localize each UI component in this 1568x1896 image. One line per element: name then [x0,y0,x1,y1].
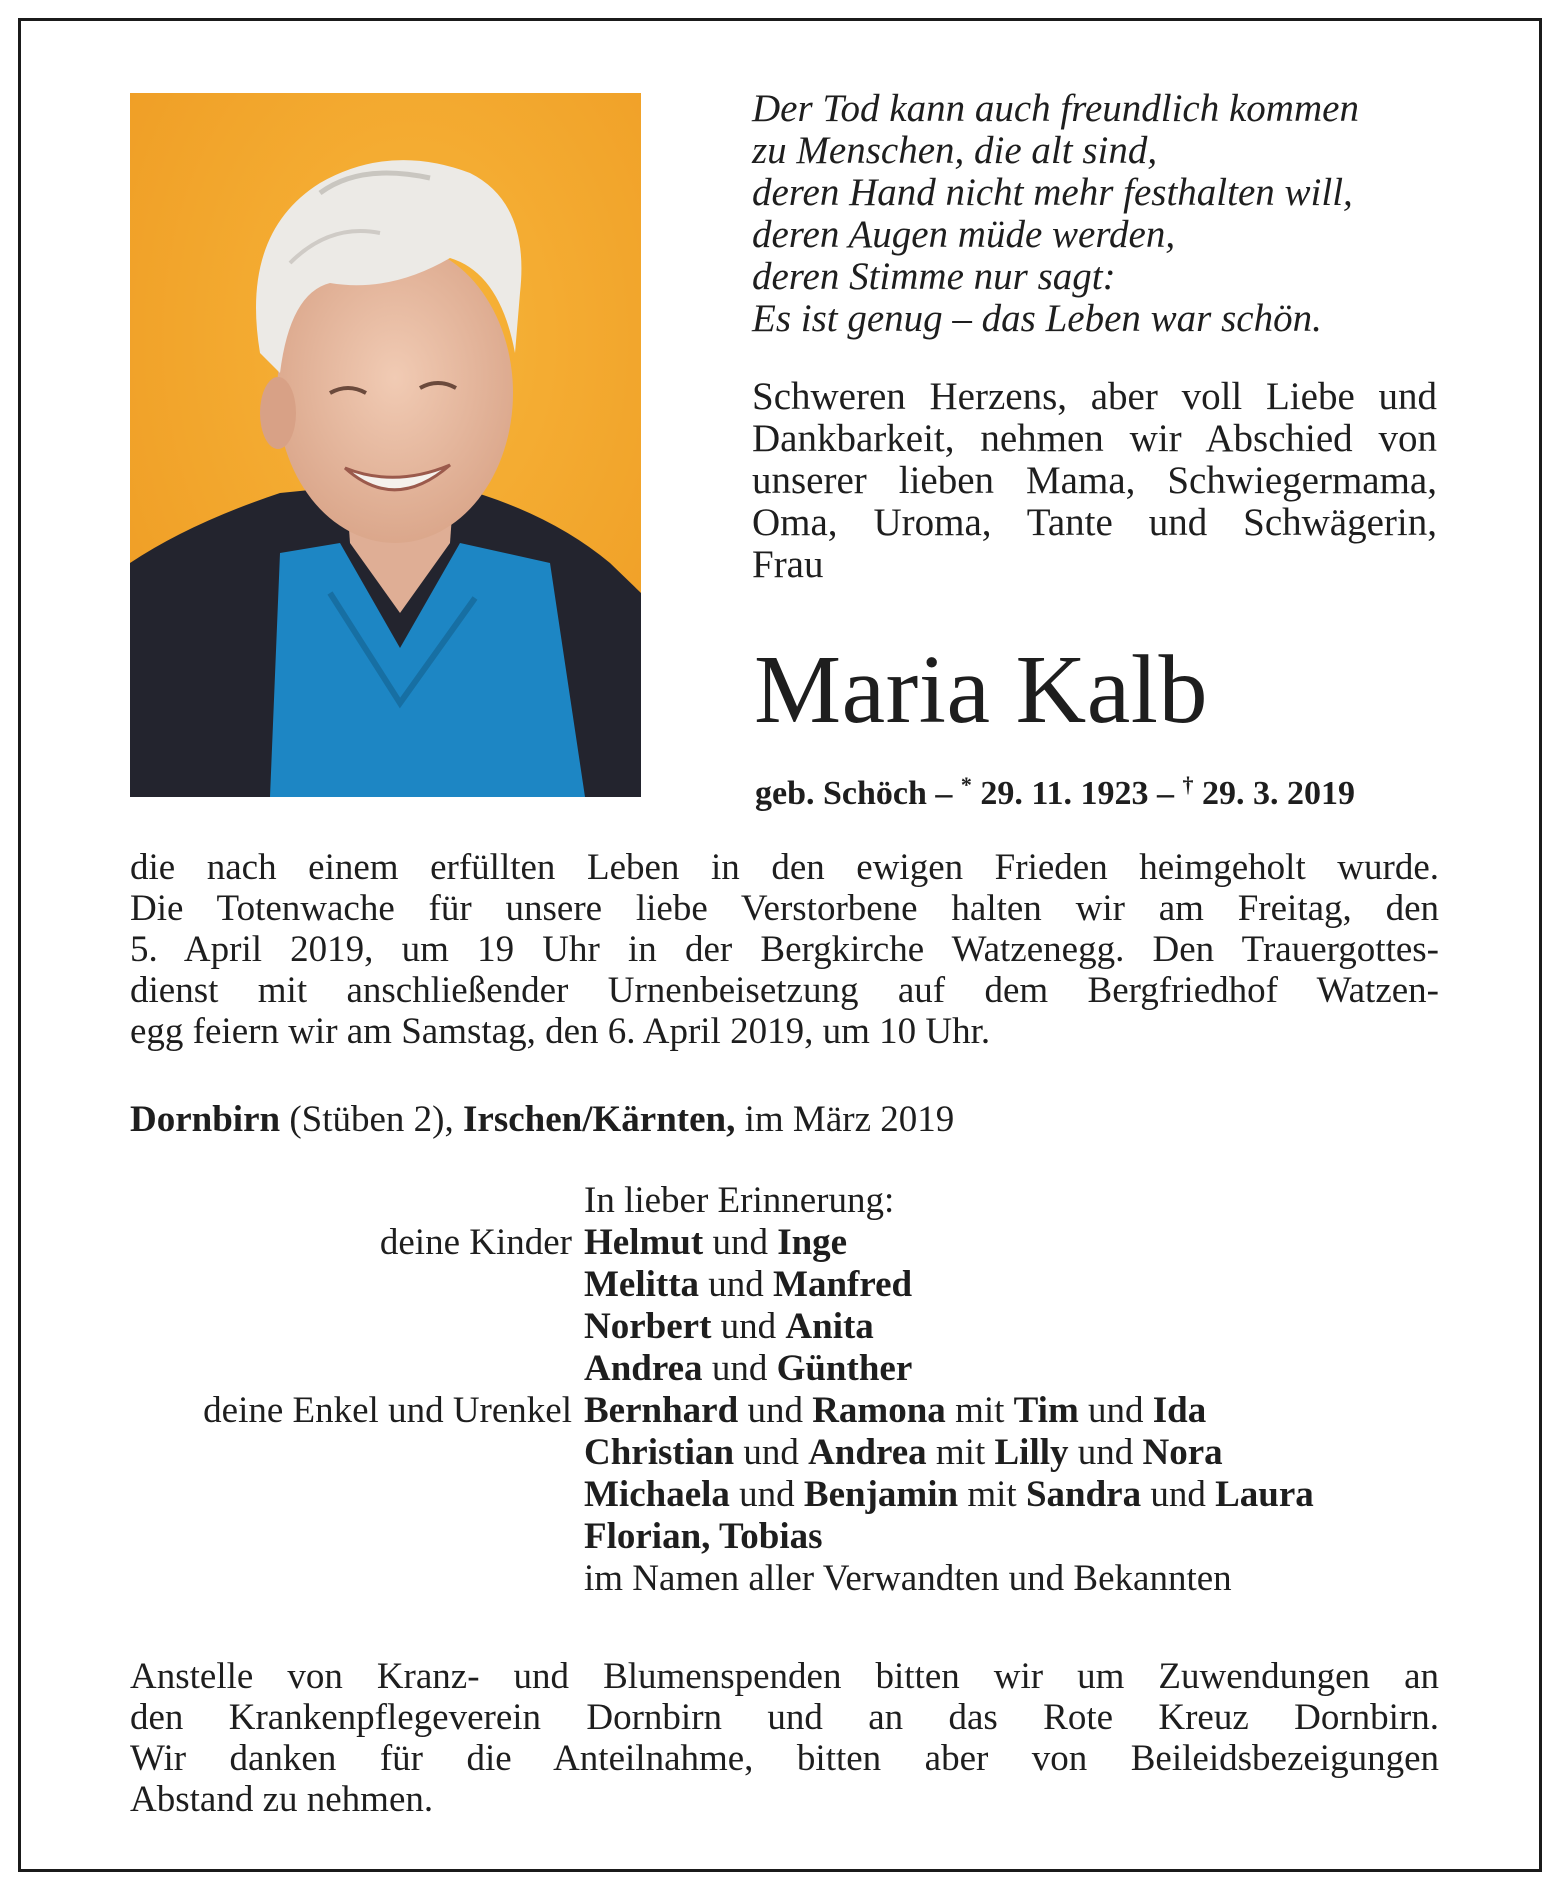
mourner-name: Florian [584,1516,702,1557]
deceased-name: Maria Kalb [754,636,1208,744]
mourner-name: Tobias [719,1516,823,1557]
death-symbol: † [1182,772,1194,797]
poem-line: Es ist genug – das Leben war schön. [752,297,1322,340]
funeral-info-line: dienst mit anschließender Urnenbeisetzung auf dem Bergfriedhof Watzen- [130,970,1439,1011]
portrait-image [130,93,641,797]
mourner-name: Lilly [994,1432,1069,1473]
connector-und: und [1078,1390,1153,1431]
mourner-name: Bernhard [584,1390,739,1431]
mourner-row [0,1390,1568,1432]
mourner-name: Benjamin [803,1474,959,1515]
mourner-name: Andrea [584,1348,703,1389]
place-month: im März 2019 [735,1099,955,1140]
poem-line: zu Menschen, die alt sind, [752,129,1158,172]
mourners-list [0,1180,1568,1600]
mourner-name: Helmut [584,1222,704,1263]
mourner-row [0,1516,1568,1558]
connector-comma: , [701,1516,720,1557]
mourners-heading-row [0,1180,1568,1222]
mourner-row [0,1306,1568,1348]
mourner-name: Andrea [808,1432,927,1473]
connector-und: und [1141,1474,1216,1515]
closing-line: Anstelle von Kranz- und Blumenspenden bitten wir um Zuwendungen an [130,1656,1439,1697]
connector-und: und [734,1432,809,1473]
closing-note [130,1656,1439,1820]
birth-death-dates [755,765,1355,814]
intro-line: unserer lieben Mama, Schwiegermama, [752,459,1437,502]
mourner-row [0,1558,1568,1600]
mourner-row [0,1474,1568,1516]
mourner-row [0,1348,1568,1390]
connector-und: und [703,1222,778,1263]
birth-symbol: * [960,772,972,797]
connector-und: und [738,1390,813,1431]
mourner-name: Sandra [1025,1474,1142,1515]
connector-und: und [729,1474,804,1515]
funeral-info-line: die nach einem erfüllten Leben in den ewigen Frieden heimgeholt wurde. [130,847,1439,888]
poem-line: deren Stimme nur sagt: [752,255,1116,298]
birth-date: 29. 11. 1923 – [971,775,1183,812]
connector-und: und [711,1306,786,1347]
mourner-row [0,1432,1568,1474]
place-date [130,1099,954,1141]
mourner-name: Manfred [773,1264,913,1305]
mourners-heading: In lieber Erinnerung: [584,1180,895,1221]
poem [752,88,1452,340]
funeral-info-line: 5. April 2019, um 19 Uhr in der Bergkirche Watzenegg. Den Trauergottes- [130,929,1439,970]
connector-und: und [699,1264,774,1305]
mourners-footer: im Namen aller Verwandten und Bekannten [584,1558,1232,1599]
intro-line: Dankbarkeit, nehmen wir Abschied von [752,417,1437,460]
poem-line: Der Tod kann auch freundlich kommen [752,87,1359,130]
mourner-name: Anita [785,1306,874,1347]
mourner-row [0,1222,1568,1264]
mourner-name: Norbert [584,1306,712,1347]
intro-text [752,376,1437,586]
connector-und: und [1068,1432,1143,1473]
poem-line: deren Hand nicht mehr festhalten will, [752,171,1353,214]
portrait-photo [130,93,641,797]
mourner-name: Ida [1152,1390,1207,1431]
mourner-row [0,1264,1568,1306]
funeral-info-line: egg feiern wir am Samstag, den 6. April 2019, um 10 Uhr. [130,1011,991,1052]
place-city2: Irschen/Kärnten, [463,1099,736,1140]
connector-und: und [702,1348,777,1389]
mourner-name: Michaela [584,1474,730,1515]
mourner-name: Inge [777,1222,848,1263]
connector-mit: mit [945,1390,1014,1431]
poem-line: deren Augen müde werden, [752,213,1176,256]
closing-line: Wir danken für die Anteilnahme, bitten aber von Beileidsbezeigungen [130,1738,1439,1779]
mourner-name: Tim [1013,1390,1079,1431]
closing-line: den Krankenpflegeverein Dornbirn und an das Rote Kreuz Dornbirn. [130,1697,1439,1738]
funeral-info [130,847,1439,1052]
mourner-name: Laura [1215,1474,1314,1515]
mourner-name: Günther [776,1348,913,1389]
funeral-info-line: Die Totenwache für unsere liebe Verstorbene halten wir am Freitag, den [130,888,1439,929]
born-name: geb. Schöch – [755,775,961,812]
mourner-name: Ramona [812,1390,946,1431]
kids-label: deine Kinder [379,1222,572,1263]
intro-line: Schweren Herzens, aber voll Liebe und [752,375,1437,418]
closing-line: Abstand zu nehmen. [130,1779,434,1820]
mourner-name: Christian [584,1432,735,1473]
place-address: (Stüben 2), [280,1099,464,1140]
connector-mit: mit [958,1474,1026,1515]
mourner-name: Nora [1142,1432,1223,1473]
place-city: Dornbirn [130,1099,281,1140]
intro-line: Frau [752,543,824,586]
mourner-name: Melitta [584,1264,700,1305]
death-date: 29. 3. 2019 [1193,775,1356,812]
connector-mit: mit [926,1432,995,1473]
intro-line: Oma, Uroma, Tante und Schwägerin, [752,501,1437,544]
grandchildren-label: deine Enkel und Urenkel [203,1390,572,1431]
